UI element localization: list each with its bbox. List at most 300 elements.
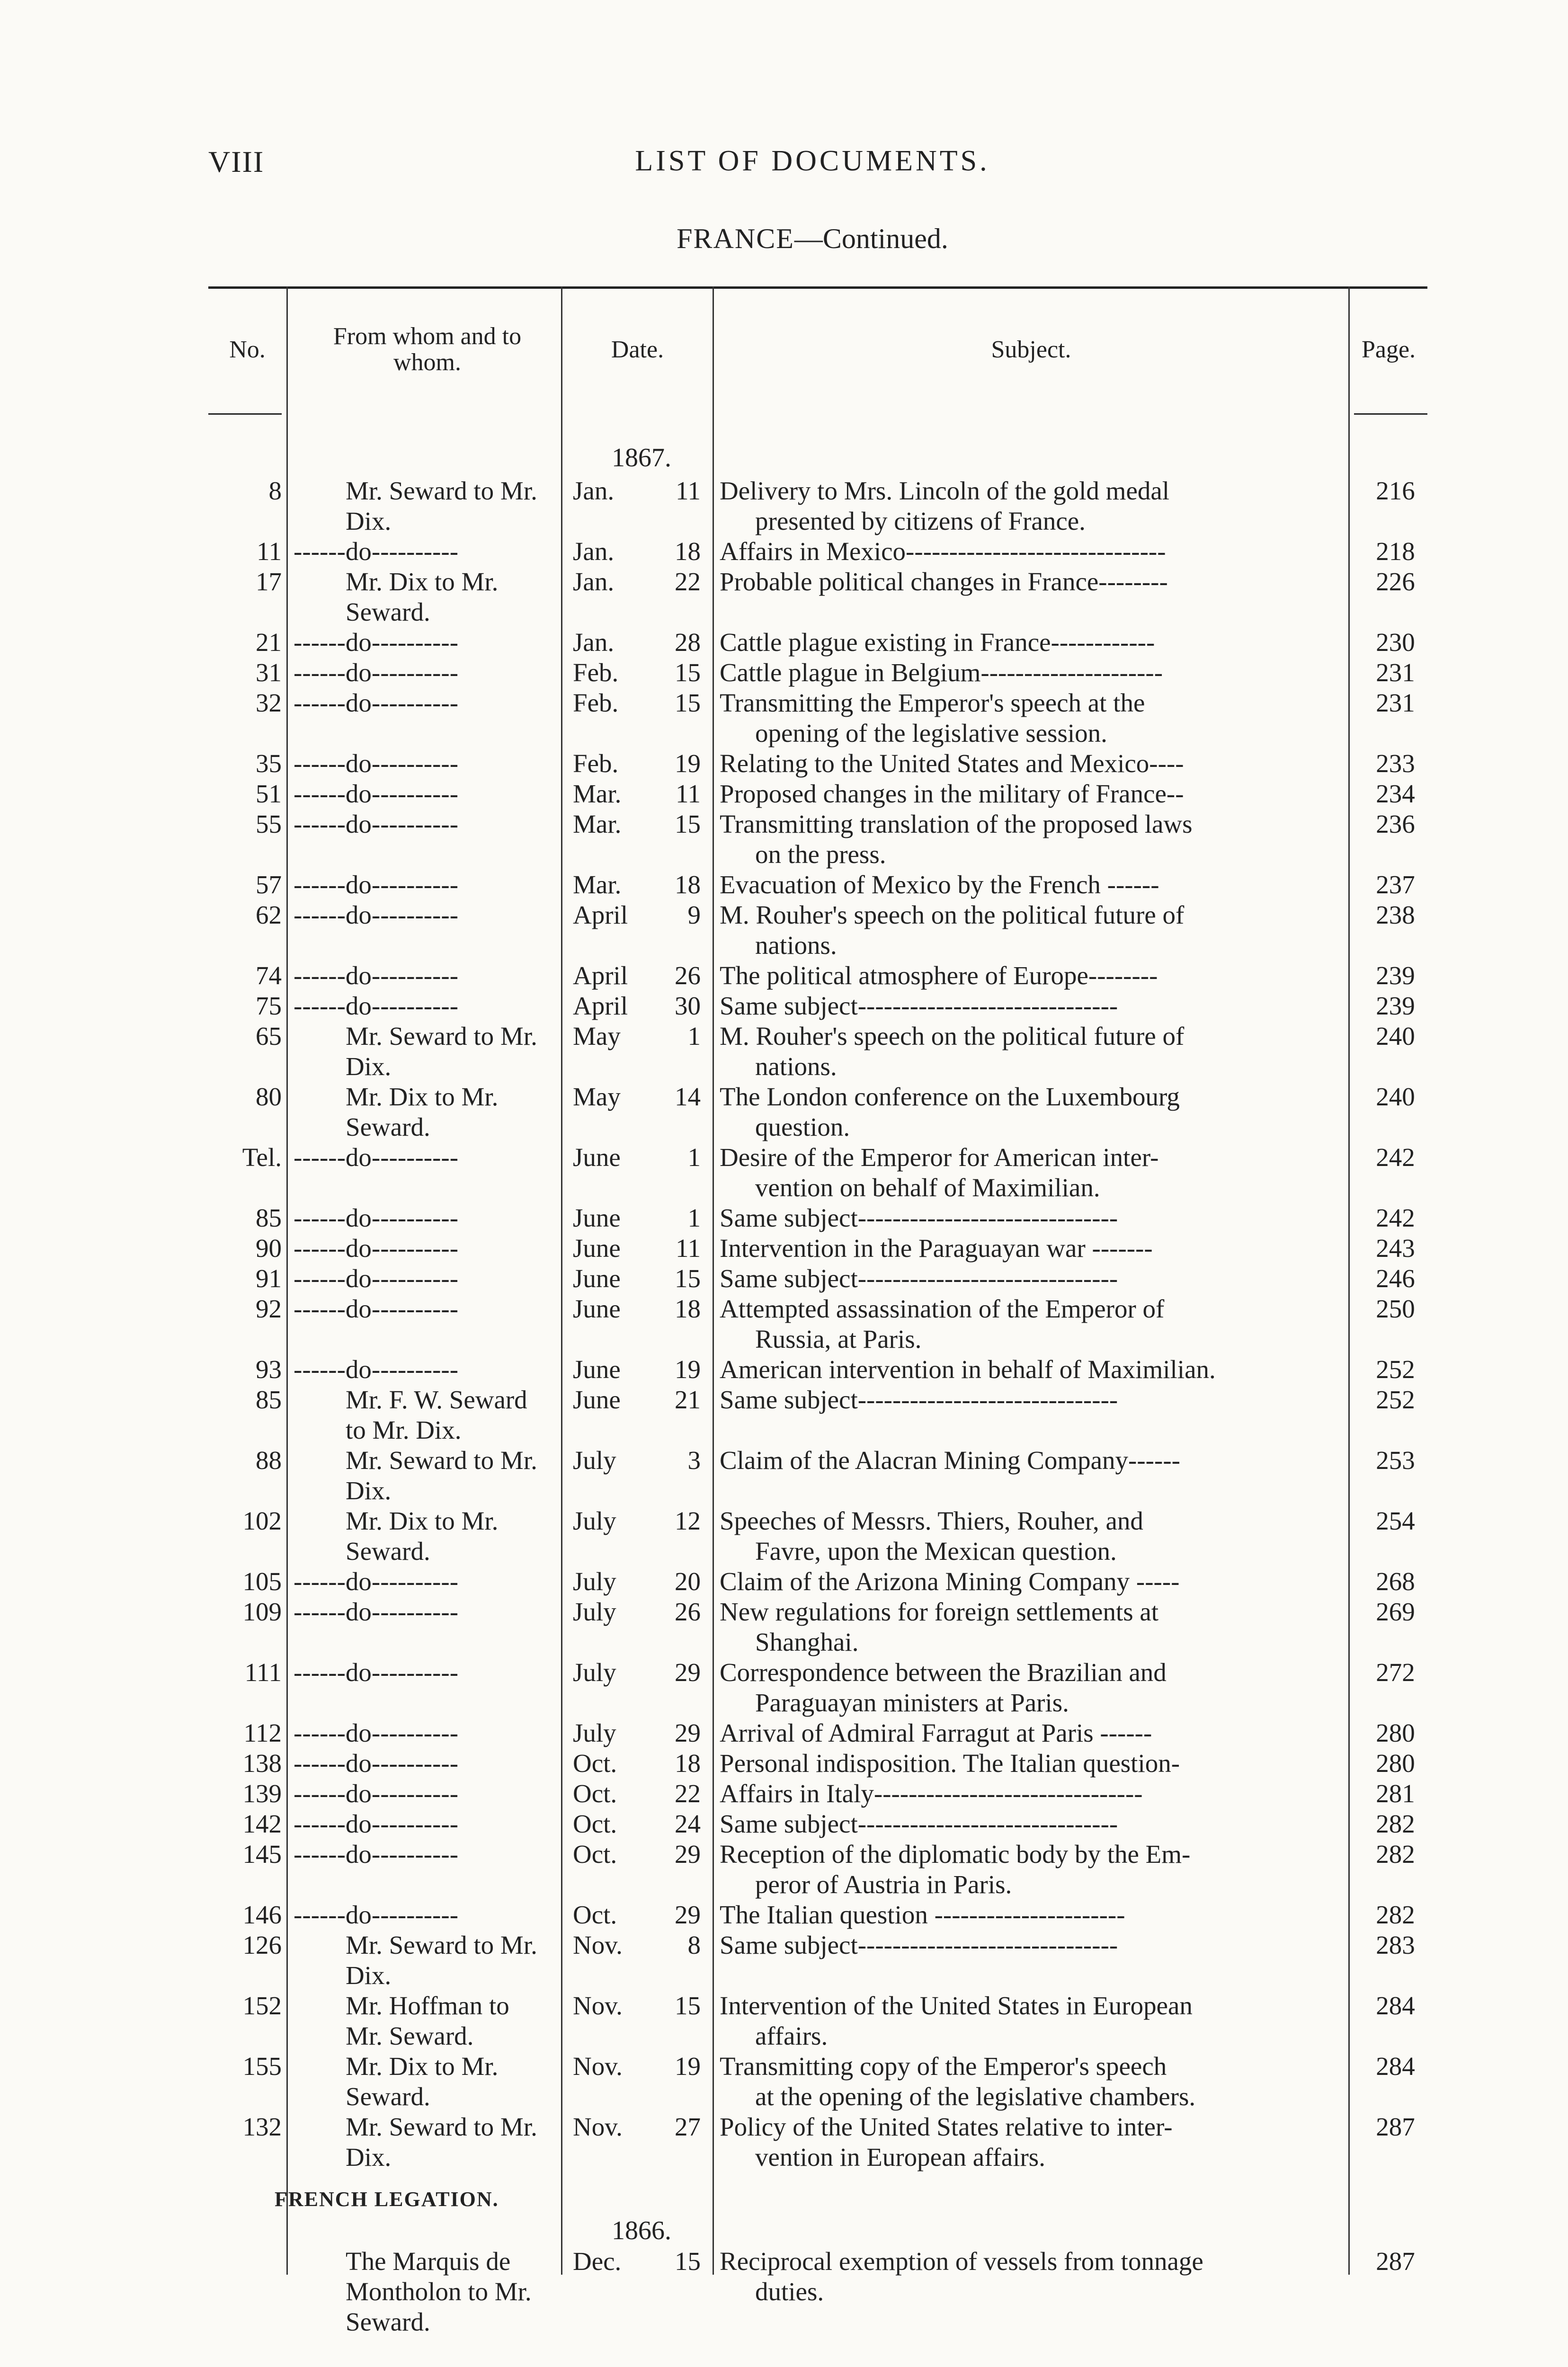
subject-line: Probable political changes in France-------- xyxy=(720,567,1168,596)
row-number: 65 xyxy=(256,1022,282,1050)
row-date xyxy=(573,1839,710,1869)
subject-line: Transmitting the Emperor's speech at the xyxy=(720,688,1145,717)
date-month: July xyxy=(573,1567,616,1596)
row-number: 145 xyxy=(242,1840,282,1869)
row-date xyxy=(573,567,710,597)
documents-table xyxy=(208,286,1427,2336)
subject-line: vention on behalf of Maximilian. xyxy=(755,1173,1100,1202)
row-number: 8 xyxy=(268,476,282,505)
row-subject xyxy=(720,748,1352,779)
date-month: Oct. xyxy=(573,1809,617,1838)
row-date xyxy=(573,748,710,779)
subject-line: Same subject------------------------------ xyxy=(720,1203,1118,1232)
date-month: Feb. xyxy=(573,688,619,717)
row-subject xyxy=(720,1294,1352,1354)
row-page: 253 xyxy=(1376,1446,1415,1475)
date-month: Oct. xyxy=(573,1779,617,1808)
row-page: 239 xyxy=(1376,961,1415,990)
subject-line: M. Rouher's speech on the political future of xyxy=(720,900,1185,929)
row-date xyxy=(573,1748,710,1779)
row-page: 287 xyxy=(1376,2112,1415,2141)
date-day: 15 xyxy=(675,1991,701,2020)
row-number: 109 xyxy=(242,1597,282,1626)
correspondent-line: ------do---------- xyxy=(294,749,459,778)
row-page: 287 xyxy=(1376,2247,1415,2276)
row-date xyxy=(573,1294,710,1324)
row-subject xyxy=(720,567,1352,597)
date-month: Oct. xyxy=(573,1900,617,1929)
row-subject xyxy=(720,1930,1352,1960)
correspondent-line: Dix. xyxy=(346,2143,392,2171)
correspondent-line: ------do---------- xyxy=(294,537,459,566)
subject-line: Cattle plague existing in France------------ xyxy=(720,628,1155,657)
correspondent-line: ------do---------- xyxy=(294,991,459,1020)
correspondent-line: ------do---------- xyxy=(294,779,459,808)
column-header-no: No. xyxy=(229,336,266,363)
row-subject xyxy=(720,1142,1352,1203)
correspondent-line: ------do---------- xyxy=(294,1779,459,1808)
row-page: 246 xyxy=(1376,1264,1415,1293)
row-page: 242 xyxy=(1376,1143,1415,1172)
correspondent-line: ------do---------- xyxy=(294,1203,459,1232)
header-rule xyxy=(1354,413,1427,415)
row-page: 242 xyxy=(1376,1203,1415,1232)
row-number: 62 xyxy=(256,900,282,929)
correspondent-line: Mr. Dix to Mr. xyxy=(346,2052,499,2081)
row-date xyxy=(573,1142,710,1173)
date-month: Oct. xyxy=(573,1840,617,1869)
date-month: Oct. xyxy=(573,1749,617,1778)
date-month: June xyxy=(573,1203,621,1232)
row-page: 282 xyxy=(1376,1809,1415,1838)
row-number: 85 xyxy=(256,1385,282,1414)
date-month: June xyxy=(573,1294,621,1323)
correspondent-line: Mr. Hoffman to xyxy=(346,1991,509,2020)
date-day: 22 xyxy=(675,567,701,596)
row-subject xyxy=(720,870,1352,900)
date-month: June xyxy=(573,1143,621,1172)
date-month: Dec. xyxy=(573,2247,622,2276)
correspondent-line: Mr. Dix to Mr. xyxy=(346,567,499,596)
subject-line: American intervention in behalf of Maximilian. xyxy=(720,1355,1216,1384)
row-date xyxy=(573,1264,710,1294)
date-month: Mar. xyxy=(573,810,622,838)
row-number: 74 xyxy=(256,961,282,990)
row-date xyxy=(573,476,710,506)
row-page: 231 xyxy=(1376,658,1415,687)
date-month: April xyxy=(573,991,628,1020)
column-header-from: From whom and to whom. xyxy=(333,323,522,376)
subject-line: The Italian question ---------------------- xyxy=(720,1900,1125,1929)
correspondent-line: ------do---------- xyxy=(294,1294,459,1323)
date-month: Nov. xyxy=(573,2052,623,2081)
date-month: July xyxy=(573,1658,616,1687)
correspondent-line: Seward. xyxy=(346,1537,430,1566)
correspondent-line: to Mr. Dix. xyxy=(346,1415,462,1444)
date-day: 11 xyxy=(676,476,701,505)
correspondent-line: Mr. Seward to Mr. xyxy=(346,476,537,505)
row-page: 283 xyxy=(1376,1931,1415,1959)
column-header-page: Page. xyxy=(1361,336,1416,363)
row-page: 280 xyxy=(1376,1718,1415,1747)
row-date xyxy=(573,1385,710,1415)
row-subject xyxy=(720,1900,1352,1930)
row-number: 93 xyxy=(256,1355,282,1384)
subject-line: Proposed changes in the military of France-- xyxy=(720,779,1184,808)
row-page: 238 xyxy=(1376,900,1415,929)
date-day: 30 xyxy=(675,991,701,1020)
row-subject xyxy=(720,991,1352,1021)
subject-line: Policy of the United States relative to inter- xyxy=(720,2112,1173,2141)
row-number: 31 xyxy=(256,658,282,687)
row-date xyxy=(573,1991,710,2021)
correspondent-line: ------do---------- xyxy=(294,1143,459,1172)
subject-line: affairs. xyxy=(755,2021,828,2050)
row-page: 218 xyxy=(1376,537,1415,566)
correspondent-line: ------do---------- xyxy=(294,1355,459,1384)
correspondent-line: ------do---------- xyxy=(294,1264,459,1293)
row-date xyxy=(573,1203,710,1233)
subject-line: duties. xyxy=(755,2277,824,2306)
subject-line: nations. xyxy=(755,931,837,960)
subject-line: Reciprocal exemption of vessels from tonnage xyxy=(720,2247,1203,2276)
row-page: 236 xyxy=(1376,810,1415,838)
subject-line: Delivery to Mrs. Lincoln of the gold medal xyxy=(720,476,1170,505)
correspondent-line: ------do---------- xyxy=(294,628,459,657)
row-subject xyxy=(720,1657,1352,1718)
date-day: 15 xyxy=(675,2247,701,2276)
subject-line: Transmitting translation of the proposed laws xyxy=(720,810,1193,838)
date-month: Nov. xyxy=(573,1931,623,1959)
row-subject xyxy=(720,1203,1352,1233)
row-subject xyxy=(720,2112,1352,2172)
row-subject xyxy=(720,476,1352,536)
date-month: June xyxy=(573,1355,621,1384)
row-page: 252 xyxy=(1376,1355,1415,1384)
correspondent-line: ------do---------- xyxy=(294,1809,459,1838)
row-page: 284 xyxy=(1376,2052,1415,2081)
date-day: 11 xyxy=(676,779,701,808)
date-month: April xyxy=(573,961,628,990)
subject-line: Evacuation of Mexico by the French ------ xyxy=(720,870,1159,899)
correspondent-line: ------do---------- xyxy=(294,1658,459,1687)
subject-line: Claim of the Arizona Mining Company ----- xyxy=(720,1567,1180,1596)
row-page: 230 xyxy=(1376,628,1415,657)
subject-line: at the opening of the legislative chambers. xyxy=(755,2082,1196,2111)
row-subject xyxy=(720,536,1352,567)
correspondent-line: Mr. Seward to Mr. xyxy=(346,1931,537,1959)
row-page: 234 xyxy=(1376,779,1415,808)
date-month: July xyxy=(573,1597,616,1626)
subject-line: Desire of the Emperor for American inter- xyxy=(720,1143,1159,1172)
row-subject xyxy=(720,688,1352,748)
date-day: 1 xyxy=(687,1203,701,1232)
subject-line: Same subject------------------------------ xyxy=(720,991,1118,1020)
correspondent-line: ------do---------- xyxy=(294,1567,459,1596)
column-divider xyxy=(286,286,288,2275)
correspondent-line: ------do---------- xyxy=(294,810,459,838)
row-page: 281 xyxy=(1376,1779,1415,1808)
row-date xyxy=(573,1597,710,1627)
row-number: 102 xyxy=(242,1506,282,1535)
date-day: 24 xyxy=(675,1809,701,1838)
row-page: 272 xyxy=(1376,1658,1415,1687)
correspondent-line: ------do---------- xyxy=(294,1234,459,1263)
row-number: 91 xyxy=(256,1264,282,1293)
row-subject xyxy=(720,2051,1352,2112)
correspondent-line: Dix. xyxy=(346,507,392,535)
date-day: 29 xyxy=(675,1658,701,1687)
row-subject xyxy=(720,809,1352,870)
correspondent-line: ------do---------- xyxy=(294,1749,459,1778)
row-number: 80 xyxy=(256,1082,282,1111)
row-subject xyxy=(720,1021,1352,1082)
row-date xyxy=(573,1809,710,1839)
subject-line: peror of Austria in Paris. xyxy=(755,1870,1012,1899)
row-date xyxy=(573,536,710,567)
page-number: VIII xyxy=(208,145,265,178)
legation-heading: FRENCH LEGATION. xyxy=(275,2188,499,2211)
date-day: 15 xyxy=(675,810,701,838)
subject-line: question. xyxy=(755,1112,850,1141)
row-subject xyxy=(720,1809,1352,1839)
date-day: 15 xyxy=(675,1264,701,1293)
subject-line: Same subject------------------------------ xyxy=(720,1385,1118,1414)
subject-line: Cattle plague in Belgium--------------------- xyxy=(720,658,1163,687)
year-label: 1867. xyxy=(612,443,671,472)
correspondent-line: Seward. xyxy=(346,1112,430,1141)
correspondent-line: Mr. Dix to Mr. xyxy=(346,1082,499,1111)
row-number: 21 xyxy=(256,628,282,657)
date-day: 29 xyxy=(675,1840,701,1869)
date-month: July xyxy=(573,1506,616,1535)
row-subject xyxy=(720,779,1352,809)
row-number: 11 xyxy=(257,537,282,566)
row-date xyxy=(573,1900,710,1930)
date-month: May xyxy=(573,1022,621,1050)
subject-line: Attempted assassination of the Emperor of xyxy=(720,1294,1165,1323)
date-day: 21 xyxy=(675,1385,701,1414)
row-date xyxy=(573,2112,710,2142)
row-subject xyxy=(720,1385,1352,1415)
date-day: 28 xyxy=(675,628,701,657)
column-header-subject: Subject. xyxy=(991,336,1071,363)
row-number: 138 xyxy=(242,1749,282,1778)
row-page: 239 xyxy=(1376,991,1415,1020)
subject-line: New regulations for foreign settlements at xyxy=(720,1597,1159,1626)
date-month: Jan. xyxy=(573,628,615,657)
row-subject xyxy=(720,900,1352,961)
date-month: July xyxy=(573,1718,616,1747)
correspondent-line: ------do---------- xyxy=(294,1900,459,1929)
subject-line: Personal indisposition. The Italian question- xyxy=(720,1749,1180,1778)
correspondent-line: Mr. Seward to Mr. xyxy=(346,1022,537,1050)
date-month: Jan. xyxy=(573,476,615,505)
row-page: 216 xyxy=(1376,476,1415,505)
row-number: 17 xyxy=(256,567,282,596)
row-page: 282 xyxy=(1376,1900,1415,1929)
correspondent-line: Seward. xyxy=(346,2307,430,2336)
date-month: Feb. xyxy=(573,749,619,778)
subject-line: Arrival of Admiral Farragut at Paris ------ xyxy=(720,1718,1152,1747)
subject-line: Intervention of the United States in European xyxy=(720,1991,1193,2020)
row-subject xyxy=(720,1597,1352,1657)
row-date xyxy=(573,1566,710,1597)
row-page: 252 xyxy=(1376,1385,1415,1414)
date-day: 15 xyxy=(675,658,701,687)
date-day: 20 xyxy=(675,1567,701,1596)
row-date xyxy=(573,900,710,930)
correspondent-line: ------do---------- xyxy=(294,870,459,899)
row-subject xyxy=(720,1233,1352,1264)
row-number: 126 xyxy=(242,1931,282,1959)
row-page: 226 xyxy=(1376,567,1415,596)
subject-line: Same subject------------------------------ xyxy=(720,1809,1118,1838)
date-month: Nov. xyxy=(573,1991,623,2020)
date-month: Jan. xyxy=(573,537,615,566)
row-subject xyxy=(720,2246,1352,2307)
subject-line: on the press. xyxy=(755,840,886,869)
subject-line: nations. xyxy=(755,1052,837,1081)
row-number: 146 xyxy=(242,1900,282,1929)
row-date xyxy=(573,1021,710,1051)
row-page: 250 xyxy=(1376,1294,1415,1323)
row-date xyxy=(573,658,710,688)
row-subject xyxy=(720,1991,1352,2051)
row-page: 237 xyxy=(1376,870,1415,899)
date-day: 29 xyxy=(675,1718,701,1747)
date-day: 27 xyxy=(675,2112,701,2141)
date-day: 1 xyxy=(687,1022,701,1050)
date-day: 26 xyxy=(675,1597,701,1626)
date-day: 18 xyxy=(675,1294,701,1323)
row-subject xyxy=(720,658,1352,688)
row-subject xyxy=(720,627,1352,658)
subject-line: Relating to the United States and Mexico---- xyxy=(720,749,1184,778)
row-page: 231 xyxy=(1376,688,1415,717)
date-month: June xyxy=(573,1385,621,1414)
page-title: LIST OF DOCUMENTS. xyxy=(635,145,990,177)
row-date xyxy=(573,1233,710,1264)
correspondent-line: Montholon to Mr. xyxy=(346,2277,532,2306)
row-page: 233 xyxy=(1376,749,1415,778)
year-label: 1866. xyxy=(612,2216,671,2245)
row-number: 90 xyxy=(256,1234,282,1263)
header-rule xyxy=(208,413,282,415)
row-number: 132 xyxy=(242,2112,282,2141)
row-number: 139 xyxy=(242,1779,282,1808)
row-page: 280 xyxy=(1376,1749,1415,1778)
correspondent-line: Dix. xyxy=(346,1052,392,1081)
correspondent-line: Seward. xyxy=(346,597,430,626)
date-day: 26 xyxy=(675,961,701,990)
subject-line: Russia, at Paris. xyxy=(755,1325,922,1353)
correspondent-line: Mr. Seward. xyxy=(346,2021,474,2050)
subject-line: Intervention in the Paraguayan war ------- xyxy=(720,1234,1153,1263)
correspondent-line: ------do---------- xyxy=(294,900,459,929)
row-page: 254 xyxy=(1376,1506,1415,1535)
subject-line: Transmitting copy of the Emperor's speech xyxy=(720,2052,1167,2081)
date-day: 19 xyxy=(675,749,701,778)
subject-line: Correspondence between the Brazilian and xyxy=(720,1658,1167,1687)
date-day: 29 xyxy=(675,1900,701,1929)
row-subject xyxy=(720,1748,1352,1779)
correspondent-line: ------do---------- xyxy=(294,1597,459,1626)
date-month: June xyxy=(573,1234,621,1263)
row-date xyxy=(573,779,710,809)
correspondent-line: ------do---------- xyxy=(294,1718,459,1747)
row-page: 282 xyxy=(1376,1840,1415,1869)
date-day: 1 xyxy=(687,1143,701,1172)
correspondent-line: ------do---------- xyxy=(294,961,459,990)
correspondent-line: ------do---------- xyxy=(294,688,459,717)
correspondent-line: Mr. Seward to Mr. xyxy=(346,2112,537,2141)
date-day: 22 xyxy=(675,1779,701,1808)
subject-line: presented by citizens of France. xyxy=(755,507,1086,535)
date-day: 3 xyxy=(687,1446,701,1475)
date-day: 18 xyxy=(675,1749,701,1778)
date-month: April xyxy=(573,900,628,929)
row-date xyxy=(573,688,710,718)
correspondent-line: Mr. Seward to Mr. xyxy=(346,1446,537,1475)
row-subject xyxy=(720,1566,1352,1597)
subject-line: Affairs in Italy------------------------------- xyxy=(720,1779,1143,1808)
row-date xyxy=(573,2246,710,2277)
row-date xyxy=(573,2051,710,2082)
date-day: 18 xyxy=(675,537,701,566)
row-page: 240 xyxy=(1376,1082,1415,1111)
row-number: 105 xyxy=(242,1567,282,1596)
row-number: 112 xyxy=(243,1718,282,1747)
row-page: 268 xyxy=(1376,1567,1415,1596)
section-name: FRANCE xyxy=(677,223,794,254)
date-day: 11 xyxy=(676,1234,701,1263)
subject-line: vention in European affairs. xyxy=(755,2143,1045,2171)
row-date xyxy=(573,1657,710,1688)
subject-line: M. Rouher's speech on the political future of xyxy=(720,1022,1185,1050)
subject-line: opening of the legislative session. xyxy=(755,719,1107,747)
row-subject xyxy=(720,1718,1352,1748)
row-page: 243 xyxy=(1376,1234,1415,1263)
row-number: 92 xyxy=(256,1294,282,1323)
row-number: 88 xyxy=(256,1446,282,1475)
correspondent-line: Mr. Dix to Mr. xyxy=(346,1506,499,1535)
row-date xyxy=(573,870,710,900)
section-heading xyxy=(0,222,1568,255)
row-subject xyxy=(720,1839,1352,1900)
row-date xyxy=(573,1779,710,1809)
date-month: Mar. xyxy=(573,870,622,899)
row-date xyxy=(573,1930,710,1960)
row-date xyxy=(573,961,710,991)
subject-line: Shanghai. xyxy=(755,1628,859,1656)
row-number: 75 xyxy=(256,991,282,1020)
row-subject xyxy=(720,1445,1352,1476)
column-header-date: Date. xyxy=(611,336,664,363)
row-number: 51 xyxy=(256,779,282,808)
date-day: 14 xyxy=(675,1082,701,1111)
row-page: 269 xyxy=(1376,1597,1415,1626)
row-number: 32 xyxy=(256,688,282,717)
row-number: 155 xyxy=(242,2052,282,2081)
row-subject xyxy=(720,1264,1352,1294)
subject-line: The London conference on the Luxembourg xyxy=(720,1082,1180,1111)
subject-line: Reception of the diplomatic body by the Em- xyxy=(720,1840,1191,1869)
date-month: May xyxy=(573,1082,621,1111)
subject-line: Speeches of Messrs. Thiers, Rouher, and xyxy=(720,1506,1143,1535)
subject-line: Claim of the Alacran Mining Company------ xyxy=(720,1446,1180,1475)
subject-line: Same subject------------------------------ xyxy=(720,1264,1118,1293)
